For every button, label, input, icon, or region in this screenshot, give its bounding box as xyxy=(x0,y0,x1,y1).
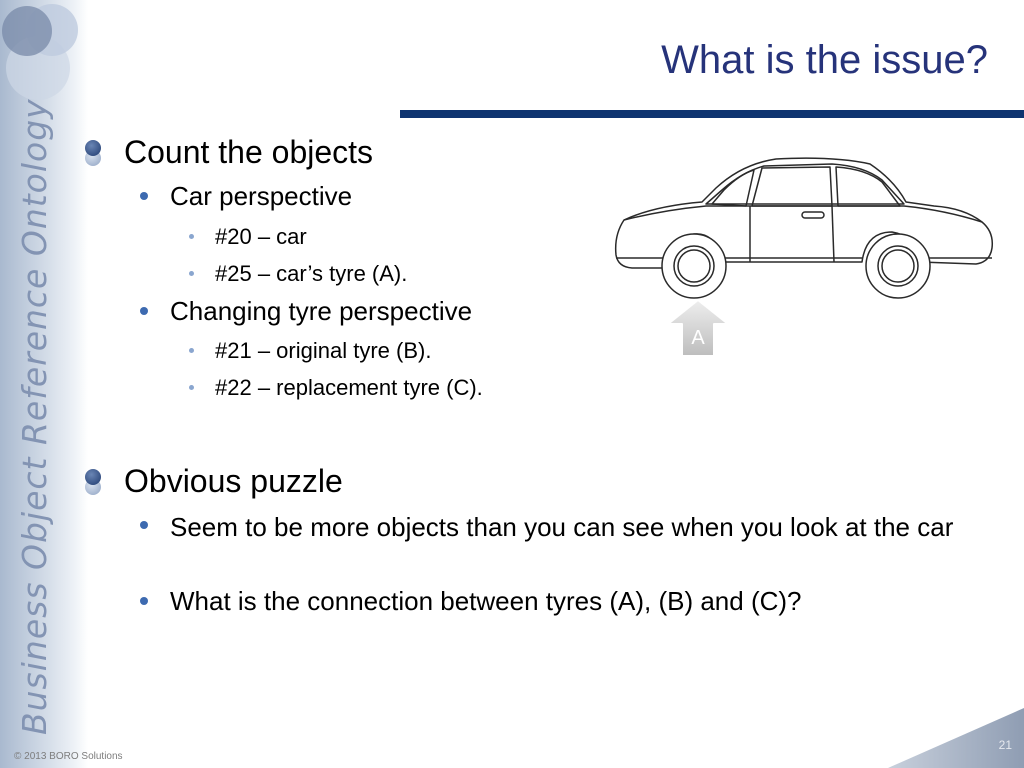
bullet-icon xyxy=(85,469,105,495)
up-arrow-icon xyxy=(664,298,732,360)
bullet-icon xyxy=(189,348,194,353)
bullet-level3 xyxy=(215,375,483,401)
bullet-level3 xyxy=(215,338,431,364)
bullet-icon xyxy=(189,385,194,390)
car-icon xyxy=(604,150,1000,300)
decor-circle xyxy=(2,6,52,56)
bullet-icon xyxy=(140,597,148,605)
bullet-icon xyxy=(140,307,148,315)
page-number: 21 xyxy=(998,738,1012,752)
bullet-level2 xyxy=(170,296,472,327)
bullet-text: #25 – car’s tyre (A). xyxy=(215,261,408,286)
bullet-text: #21 – original tyre (B). xyxy=(215,338,432,363)
bullet-icon xyxy=(189,234,194,239)
bullet-level1 xyxy=(124,134,373,171)
bullet-level1 xyxy=(124,463,343,500)
bullet-level2 xyxy=(170,510,960,544)
bullet-text: Count the objects xyxy=(124,134,374,170)
title-underline xyxy=(400,110,1024,118)
bullet-text: #22 – replacement tyre (C). xyxy=(215,375,483,400)
bullet-level3 xyxy=(215,261,407,287)
slide-title: What is the issue? xyxy=(661,38,988,82)
copyright: © 2013 BORO Solutions xyxy=(14,751,123,762)
bullet-text: Obvious puzzle xyxy=(124,463,343,499)
bullet-text: #20 – car xyxy=(215,224,307,249)
bullet-icon xyxy=(140,192,148,200)
bullet-level2 xyxy=(170,181,352,212)
bullet-icon xyxy=(189,271,194,276)
sidebar xyxy=(0,0,88,768)
bullet-text: Changing tyre perspective xyxy=(170,296,473,326)
bullet-icon xyxy=(140,521,148,529)
bullet-text: Seem to be more objects than you can see when you look at the car xyxy=(170,512,954,542)
arrow-label: A xyxy=(691,327,705,349)
bullet-level3 xyxy=(215,224,307,250)
bullet-level2 xyxy=(170,586,802,617)
bullet-icon xyxy=(85,140,105,166)
bullet-text: What is the connection between tyres (A), (B) and (C)? xyxy=(170,586,802,616)
bullet-text: Car perspective xyxy=(170,181,353,211)
sidebar-vertical-text: Business Object Reference Ontology xyxy=(15,98,54,735)
